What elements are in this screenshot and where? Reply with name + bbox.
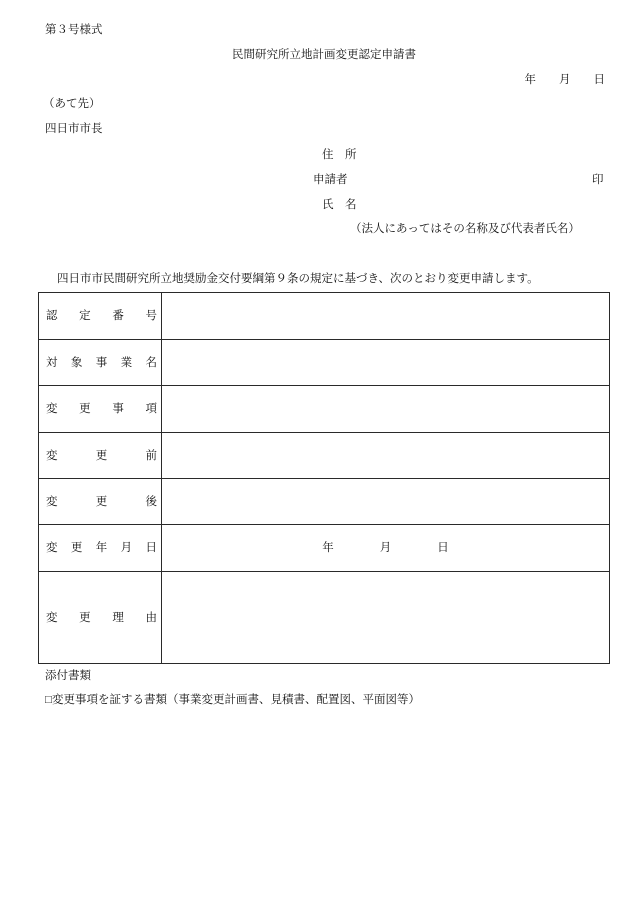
before-change-label-cell [39,433,162,479]
row-before-change [39,433,610,479]
certification-number-label-cell [39,293,162,340]
name-note: （法人にあってはその名称及び代表者氏名） [350,223,580,235]
change-date-label-cell [39,525,162,572]
attachment-item-label: 変更事項を証する書類（事業変更計画書、見積書、配置図、平面図等） [51,694,420,706]
row-change-item [39,386,610,433]
form-number: 第３号様式 [45,24,103,36]
address-label: 住 所 [322,149,357,161]
name-label: 氏 名 [322,199,357,211]
change-item-label-cell [39,386,162,433]
row-change-date [39,525,610,572]
certification-number-field[interactable] [162,293,610,340]
change-date-field[interactable]: 年 月 日 [162,525,610,572]
before-change-label: 変更前 [46,449,157,462]
addressee-label: （あて先） [43,98,101,110]
certification-number-label: 認定番号 [46,310,157,322]
attachment-item [45,694,420,706]
row-after-change [39,479,610,525]
change-reason-label: 変更理由 [46,611,157,624]
seal-mark: 印 [592,174,604,186]
change-item-label: 変更事項 [46,403,157,415]
attachments-heading: 添付書類 [45,670,91,682]
submission-date: 年 月 日 [524,74,605,86]
row-project-name [39,340,610,386]
row-certification-number [39,293,610,340]
after-change-label: 変更後 [46,495,157,508]
attachment-checkbox[interactable]: □ [45,694,52,706]
change-date-label: 変更年月日 [46,542,157,554]
change-reason-field[interactable] [162,572,610,664]
document-title: 民間研究所立地計画変更認定申請書 [232,49,416,61]
intro-text: 四日市市民間研究所立地奨励金交付要綱第９条の規定に基づき、次のとおり変更申請します。 [57,273,539,285]
project-name-field[interactable] [162,340,610,386]
application-table [38,292,610,664]
row-change-reason [39,572,610,664]
addressee-name: 四日市市長 [45,123,103,135]
change-item-field[interactable] [162,386,610,433]
applicant-label: 申請者 [313,174,348,186]
after-change-field[interactable] [162,479,610,525]
project-name-label: 対象事業名 [46,356,157,369]
before-change-field[interactable] [162,433,610,479]
after-change-label-cell [39,479,162,525]
project-name-label-cell [39,340,162,386]
change-reason-label-cell [39,572,162,664]
